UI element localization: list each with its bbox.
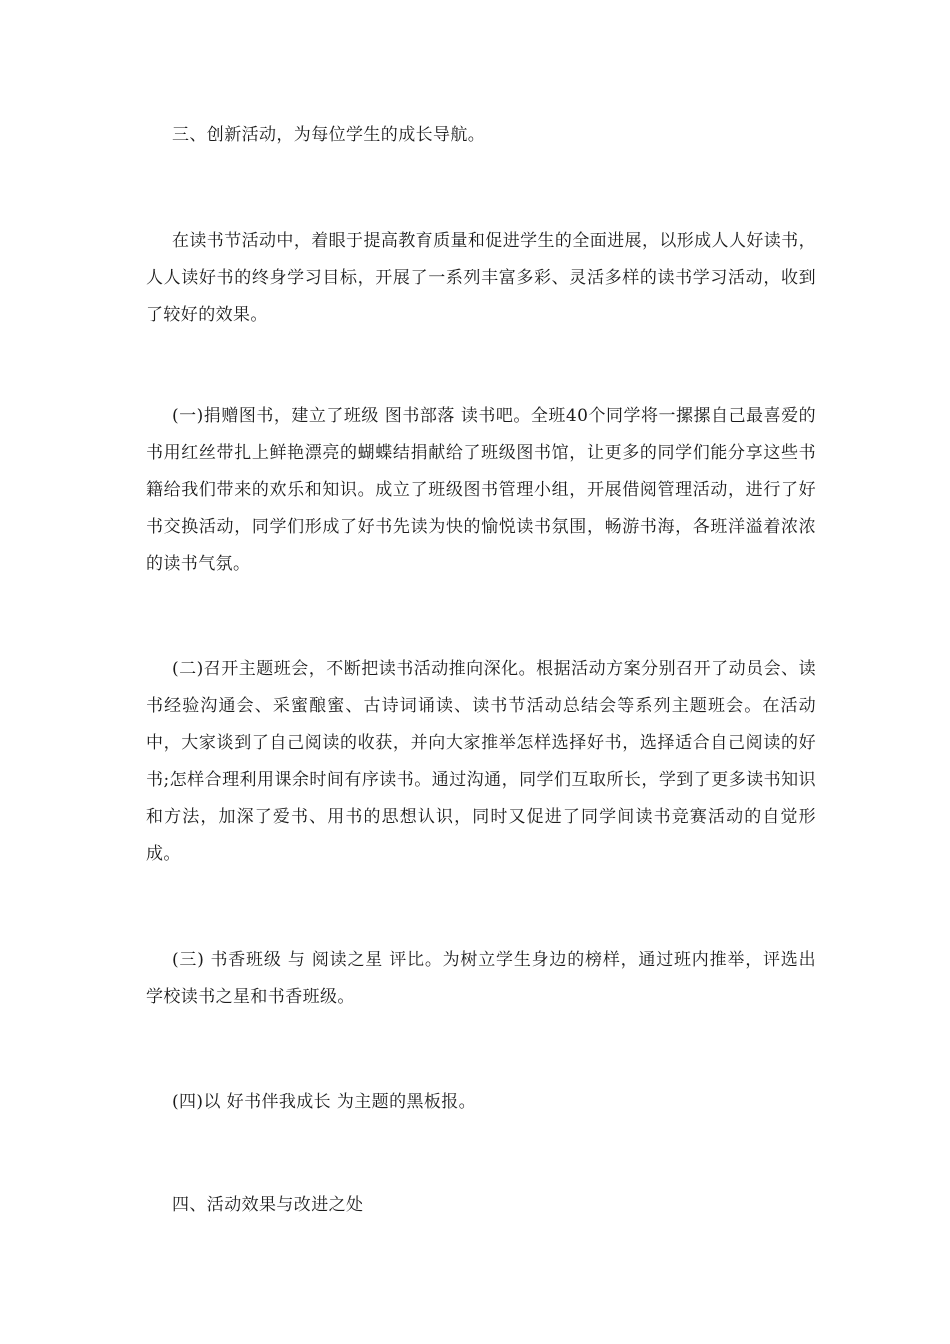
item-4-paragraph: (四)以 好书伴我成长 为主题的黑板报。 xyxy=(172,1092,477,1112)
section-3-intro-paragraph: 在读书节活动中，着眼于提高教育质量和促进学生的全面进展，以形成人人好读书，人人读好书的终身学习目标，开展了一系列丰富多彩、灵活多样的读书学习活动，收到了较好的效果。 xyxy=(146,231,816,325)
item-1-paragraph: (一)捐赠图书，建立了班级 图书部落 读书吧。全班40个同学将一摞摞自己最喜爱的书用红丝带扎上鲜艳漂亮的蝴蝶结捐献给了班级图书馆，让更多的同学们能分享这些书籍给我们带来的欢乐和知识。成立了班级图书管理小组，开展借阅管理活动，进行了好书交换活动，同学们形成了好书先读为快的愉悦读书氛围，畅游书海，各班洋溢着浓浓的读书气氛。 xyxy=(146,406,816,574)
item-3-paragraph: (三) 书香班级 与 阅读之星 评比。为树立学生身边的榜样，通过班内推举，评选出学校读书之星和书香班级。 xyxy=(146,950,816,1007)
section-4-heading: 四、活动效果与改进之处 xyxy=(172,1195,364,1215)
section-3-heading: 三、创新活动，为每位学生的成长导航。 xyxy=(172,125,486,145)
item-2-paragraph: (二)召开主题班会，不断把读书活动推向深化。根据活动方案分别召开了动员会、读书经验沟通会、采蜜酿蜜、古诗词诵读、读书节活动总结会等系列主题班会。在活动中，大家谈到了自己阅读的收获，并向大家推举怎样选择好书，选择适合自己阅读的好书;怎样合理利用课余时间有序读书。通过沟通，同学们互取所长，学到了更多读书知识和方法，加深了爱书、用书的思想认识，同时又促进了同学间读书竞赛活动的自觉形成。 xyxy=(146,659,816,864)
